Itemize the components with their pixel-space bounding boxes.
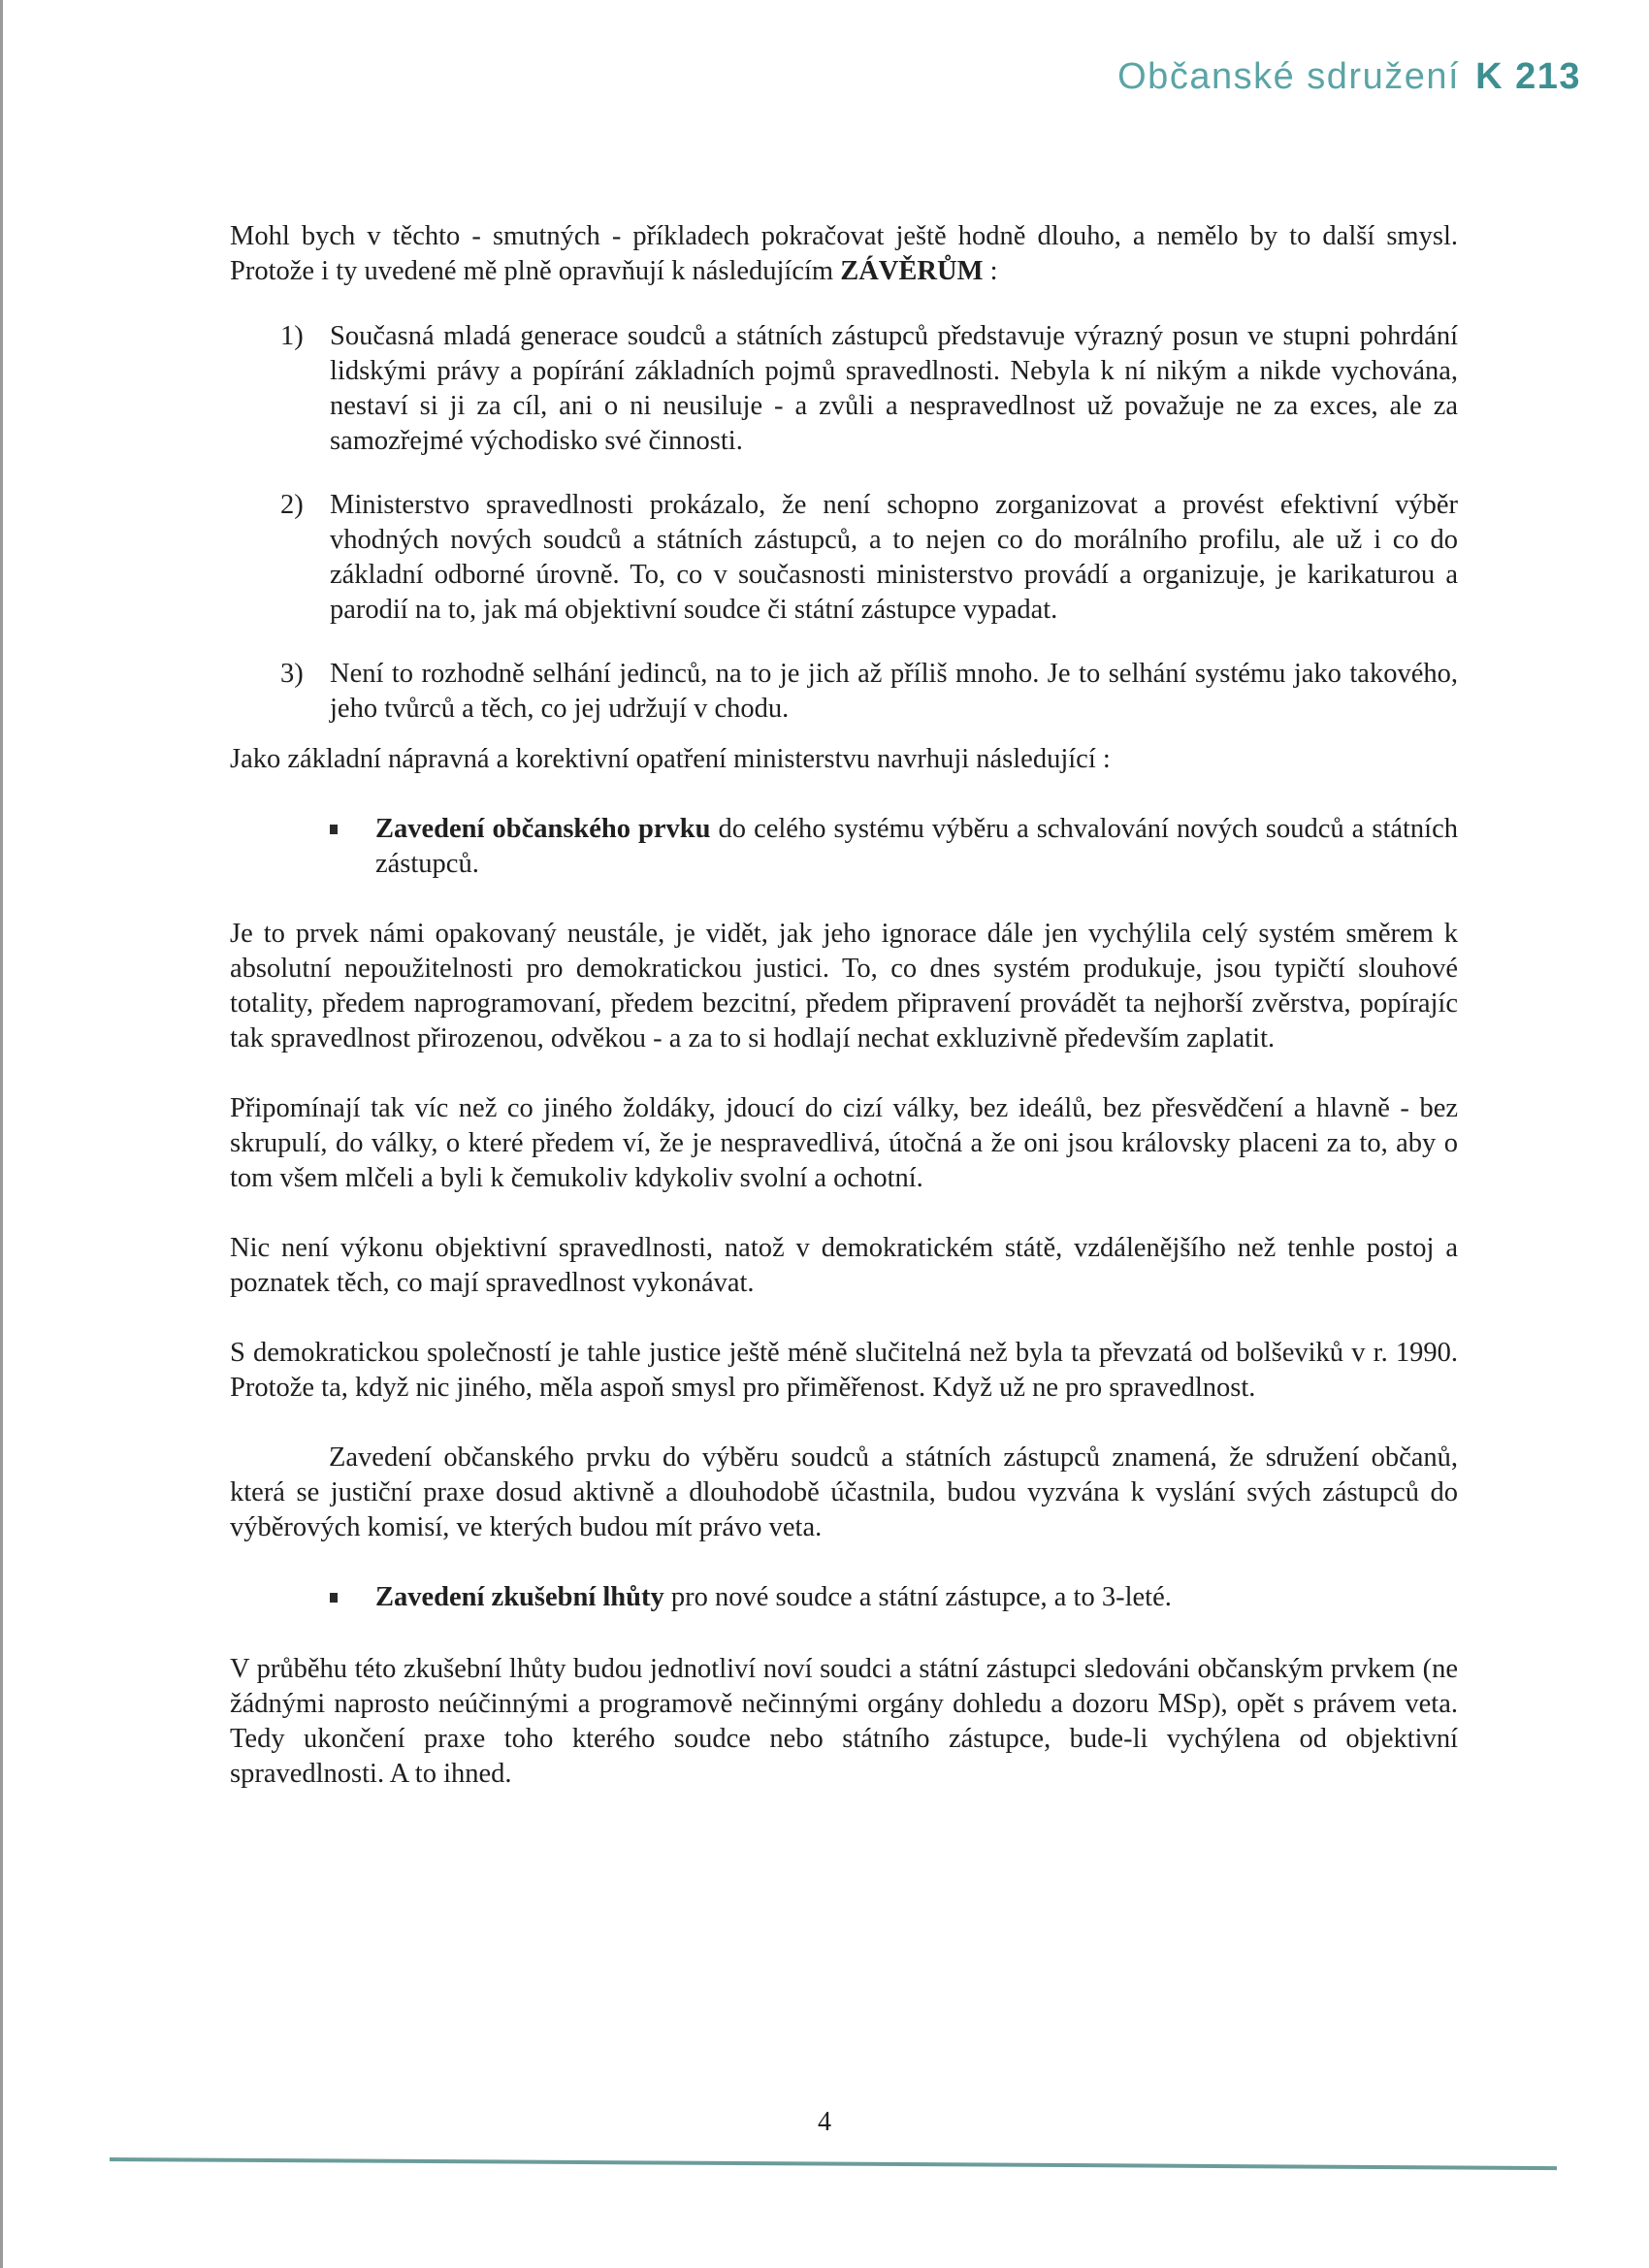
document-body <box>230 219 1458 1792</box>
paragraph: Je to prvek námi opakovaný neustále, je vidět, jak jeho ignorace dále jen vychýlila celý systém směrem k absolutní nepoužitelnosti pro demokratickou justici. To, co dnes systém produkuje, jsou typičtí slouhové totality, předem naprogramovaní, předem bezcitní, předem připravení provádět ta nejhorší zvěrstva, popírajíc tak spravedlnost přirozenou, odvěkou - a za to si hodlají nechat exkluzivně především zaplatit. <box>230 919 1458 1053</box>
conclusions-list <box>230 319 1458 727</box>
indented-paragraph: Zavedení občanského prvku do výběru soudců a státních zástupců znamená, že sdružení občanů, která se justiční praxe dosud aktivně a dlouhodobě účastnila, budou vyzvána k vyslání svých zástupců do výběrových komisí, ve kterých budou mít právo veta. <box>230 1442 1458 1542</box>
measure-title: Zavedení občanského prvku <box>375 814 711 844</box>
item-number: 3) <box>280 659 304 689</box>
scan-edge <box>0 0 3 2268</box>
measures-lead: Jako základní nápravná a korektivní opatření ministerstvu navrhuji následující : <box>230 744 1111 774</box>
page-header <box>1117 56 1581 98</box>
item-text: Ministerstvo spravedlnosti prokázalo, že není schopno zorganizovat a provést efektivní výběr vhodných nových soudců a státních zástupců, a to nejen co do morálního profilu, ale už i co do základní odborné úrovně. To, co v současnosti ministerstvo provádí a organizuje, je karikaturou a parodií na to, jak má objektivní soudce či státní zástupce vypadat. <box>330 490 1458 625</box>
paragraph: S demokratickou společností je tahle justice ještě méně slučitelná než byla ta převzatá od bolševiků v r. 1990. Protože ta, když nic jiného, měla aspoň smysl pro přiměřenost. Když už ne pro spravedlnost. <box>230 1338 1458 1403</box>
organization-code: K 213 <box>1475 56 1581 97</box>
intro-tail: : <box>983 256 998 286</box>
measure-item <box>230 1580 1458 1615</box>
measure-item <box>230 812 1458 882</box>
intro-paragraph <box>230 219 1458 289</box>
measure-text: do celého systému výběru a schvalování nových soudců a státních zástupců. <box>375 814 1459 879</box>
item-number: 2) <box>280 490 304 520</box>
paragraph: Připomínají tak víc než co jiného žoldáky, jdoucí do cizí války, bez ideálů, bez přesvědčení a hlavně - bez skrupulí, do války, o které předem ví, že je nespravedlivá, útočná a že oni jsou královsky placeni za to, aby o tom všem mlčeli a byli k čemukoliv kdykoliv svolní a ochotní. <box>230 1093 1458 1193</box>
measure-text: pro nové soudce a státní zástupce, a to 3-leté. <box>663 1582 1172 1612</box>
conclusion-item <box>230 319 1458 459</box>
footer-divider <box>110 2157 1557 2170</box>
intro-text: Mohl bych v těchto - smutných - příkladech pokračovat ještě hodně dlouho, a nemělo by to další smysl. Protože i ty uvedené mě plně opravňují k následujícím <box>230 221 1458 286</box>
conclusion-item <box>230 488 1458 628</box>
square-bullet-icon <box>330 1593 338 1603</box>
measure-title: Zavedení zkušební lhůty <box>375 1582 664 1612</box>
item-text: Současná mladá generace soudců a státních zástupců představuje výrazný posun ve stupni pohrdání lidskými právy a popírání základních pojmů spravedlnosti. Nebyla k ní nikým a nikde vychována, nestaví si ji za cíl, ani o ni neusiluje - a zvůli a nespravedlnost už považuje ne za exces, ale za samozřejmé východisko své činnosti. <box>330 321 1458 456</box>
conclusion-item <box>230 657 1458 727</box>
page-number: 4 <box>818 2107 831 2137</box>
square-bullet-icon <box>330 825 338 834</box>
item-number: 1) <box>280 321 304 351</box>
item-text: Není to rozhodně selhání jedinců, na to je jich až příliš mnoho. Je to selhání systému jako takového, jeho tvůrců a těch, co jej udržují v chodu. <box>330 659 1458 724</box>
conclusions-heading: ZÁVĚRŮM <box>840 256 984 286</box>
paragraph: Nic není výkonu objektivní spravedlnosti, natož v demokratickém státě, vzdálenějšího než tenhle postoj a poznatek těch, co mají spravedlnost vykonávat. <box>230 1233 1458 1298</box>
closing-paragraph: V průběhu této zkušební lhůty budou jednotliví noví soudci a státní zástupci sledováni občanským prvkem (ne žádnými naprosto neúčinnými a programově nečinnými orgány dohledu a dozoru MSp), opět s právem veta. Tedy ukončení praxe toho kterého soudce nebo státního zástupce, bude-li vychýlena od objektivní spravedlnosti. A to ihned. <box>230 1654 1458 1789</box>
organization-name: Občanské sdružení <box>1117 56 1461 97</box>
